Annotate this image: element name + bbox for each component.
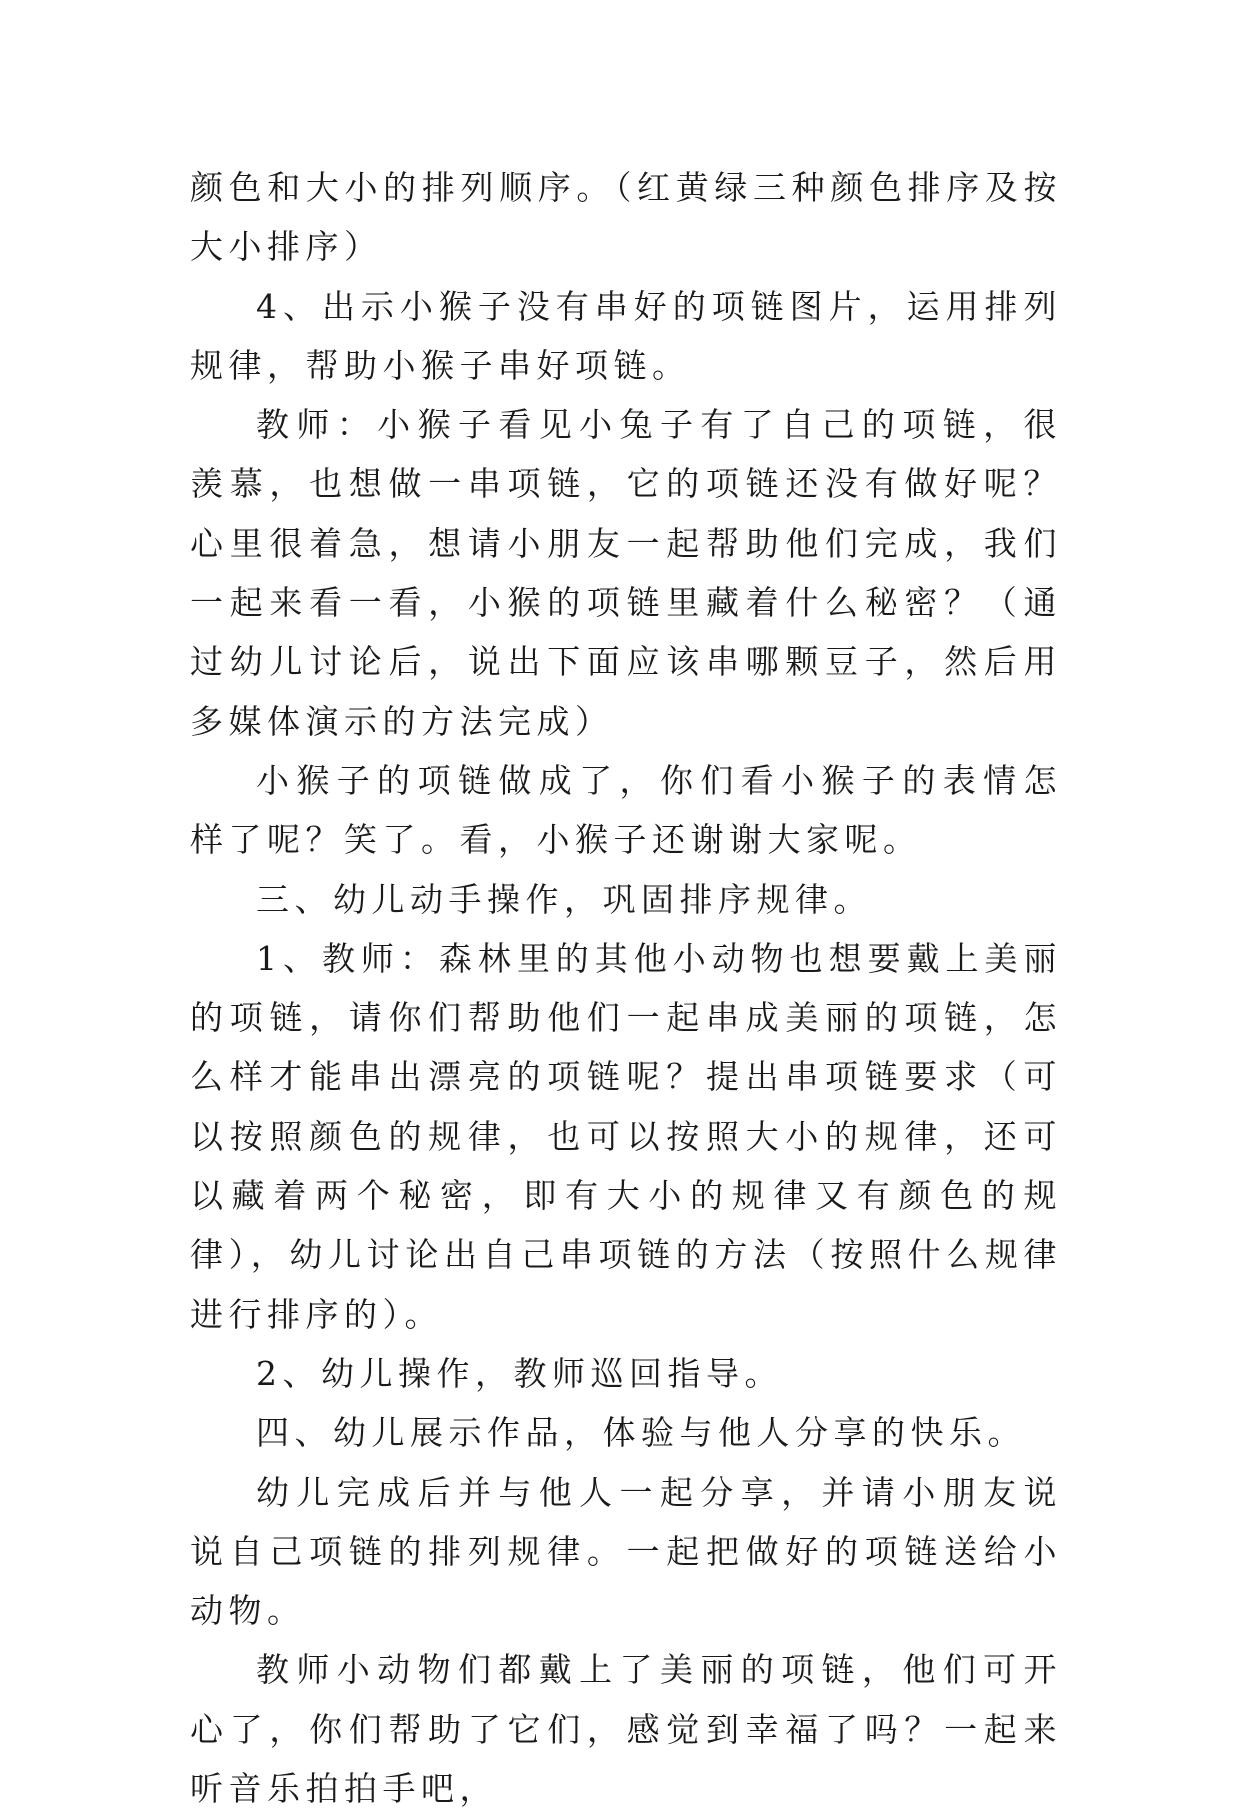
paragraph-step-2: 2、幼儿操作，教师巡回指导。: [256, 1353, 783, 1393]
paragraph-continuation: 颜色和大小的排列顺序。（红黄绿三种颜色排序及按大小排序）: [190, 168, 1062, 267]
paragraph-teacher-monkey: 教师：小猴子看见小兔子有了自己的项链，很羡慕，也想做一串项链，它的项链还没有做好呢？心里很着急，想请小朋友一起帮助他们完成，我们一起来看一看，小猴的项链里藏着什么秘密？（通过幼儿讨论后，说出下面应该串哪颗豆子，然后用多媒体演示的方法完成）: [190, 405, 1062, 741]
section-heading-3: 三、幼儿动手操作，巩固排序规律。: [256, 879, 872, 919]
document-body: [190, 158, 1062, 1818]
paragraph-monkey-necklace-done: 小猴子的项链做成了，你们看小猴子的表情怎样了呢？笑了。看，小猴子还谢谢大家呢。: [190, 760, 1062, 860]
paragraph-step-1: 1、教师：森林里的其他小动物也想要戴上美丽的项链，请你们帮助他们一起串成美丽的项链，怎么样才能串出漂亮的项链呢？提出串项链要求（可以按照颜色的规律，也可以按照大小的规律，还可以藏着两个秘密，即有大小的规律又有颜色的规律），幼儿讨论出自己串项链的方法（按照什么规律进行排序的）。: [190, 938, 1062, 1334]
paragraph-teacher-closing: 教师小动物们都戴上了美丽的项链，他们可开心了，你们帮助了它们，感觉到幸福了吗？一起来听音乐拍拍手吧，: [190, 1650, 1062, 1809]
paragraph-sharing: 幼儿完成后并与他人一起分享，并请小朋友说说自己项链的排列规律。一起把做好的项链送给小动物。: [190, 1472, 1062, 1631]
section-heading-4: 四、幼儿展示作品，体验与他人分享的快乐。: [256, 1413, 1026, 1453]
paragraph-step-4: 4、出示小猴子没有串好的项链图片，运用排列规律，帮助小猴子串好项链。: [190, 286, 1062, 385]
